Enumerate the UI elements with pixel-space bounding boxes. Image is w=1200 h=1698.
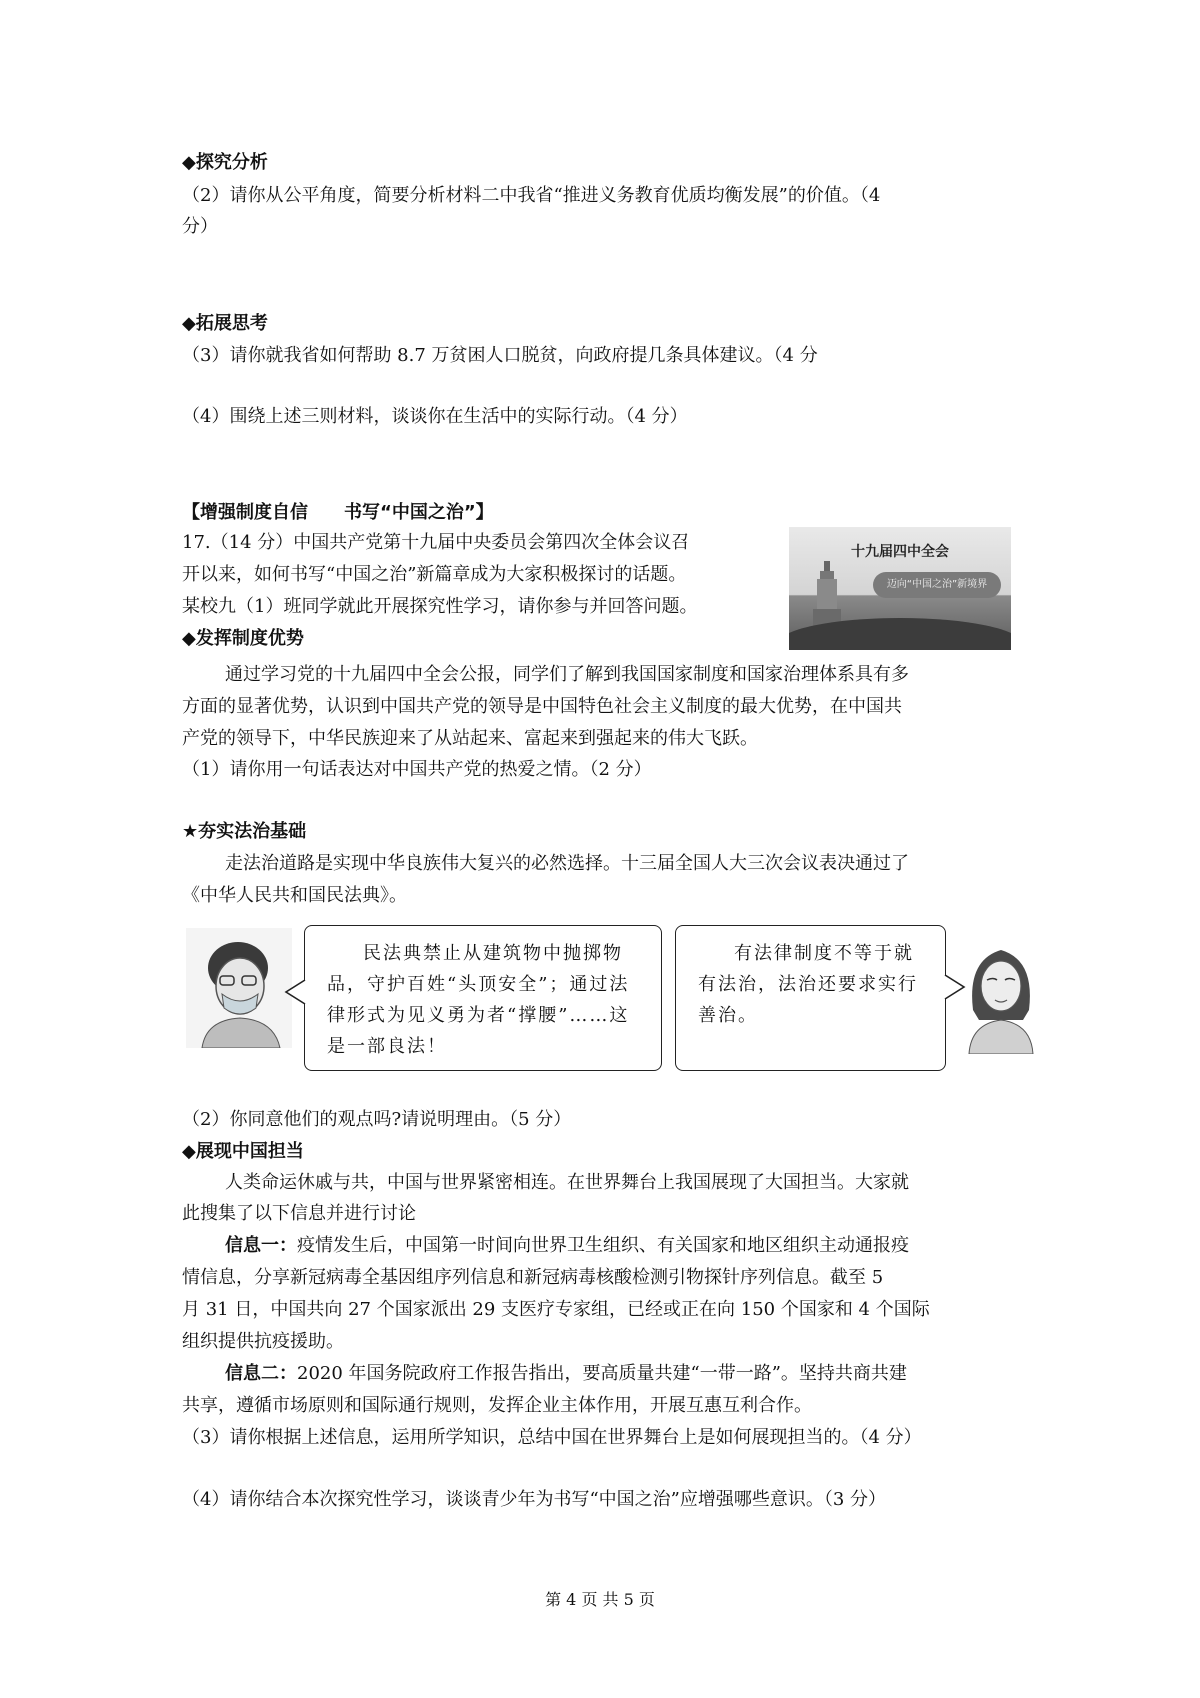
advantage-para-line1: 通过学习党的十九届四中全会公报，同学们了解到我国国家制度和国家治理体系具有多 (225, 664, 909, 685)
advantage-question-1: （1）请你用一句话表达对中国共产党的热爱之情。（2 分） (182, 759, 652, 780)
responsibility-para-line2: 此搜集了以下信息并进行讨论 (182, 1203, 416, 1224)
q17-intro-line1: 17.（14 分）中国共产党第十九届中央委员会第四次全体会议召 (182, 532, 690, 553)
question-3: （3）请你就我省如何帮助 8.7 万贫困人口脱贫，向政府提几条具体建议。（4 分 (182, 345, 818, 366)
heading-advantage: ◆发挥制度优势 (182, 628, 304, 649)
girl-avatar-icon (963, 940, 1039, 1054)
responsibility-question-4: （4）请你结合本次探究性学习，谈谈青少年为书写“中国之治”应增强哪些意识。（3 分） (182, 1489, 887, 1510)
info-1-label: 信息一： (225, 1235, 297, 1256)
speech-bubble-right (675, 925, 946, 1071)
topic-title: 【增强制度自信 书写“中国之治”】 (182, 502, 494, 523)
heading-explore: ◆探究分析 (182, 152, 268, 173)
heading-responsibility: ◆展现中国担当 (182, 1141, 304, 1162)
question-2-line1: （2）请你从公平角度，简要分析材料二中我省“推进义务教育优质均衡发展”的价值。（4 (182, 185, 881, 206)
q17-intro-line3: 某校九（1）班同学就此开展探究性学习，请你参与并回答问题。 (182, 596, 698, 617)
page-footer: 第 4 页 共 5 页 (545, 1590, 655, 1609)
info-2-text: 2020 年国务院政府工作报告指出，要高质量共建“一带一路”。坚持共商共建 (297, 1363, 907, 1384)
info-1-line4: 组织提供抗疫援助。 (182, 1331, 344, 1352)
info-1-text: 疫情发生后，中国第一时间向世界卫生组织、有关国家和地区组织主动通报疫 (297, 1235, 909, 1256)
law-para-line2: 《中华人民共和国民法典》。 (182, 885, 407, 906)
info-2-label: 信息二： (225, 1363, 297, 1384)
question-4: （4）围绕上述三则材料，谈谈你在生活中的实际行动。（4 分） (182, 406, 688, 427)
tower-icon (809, 557, 845, 627)
bubble-right-text: 有法律制度不等于就有法治，法治还要求实行善治。 (698, 943, 918, 1026)
advantage-para-line3: 产党的领导下，中华民族迎来了从站起来、富起来到强起来的伟大飞跃。 (182, 728, 758, 749)
law-question-2: （2）你同意他们的观点吗?请说明理由。（5 分） (182, 1109, 572, 1130)
responsibility-para-line1: 人类命运休戚与共，中国与世界紧密相连。在世界舞台上我国展现了大国担当。大家就 (225, 1172, 909, 1193)
q17-intro-line2: 开以来，如何书写“中国之治”新篇章成为大家积极探讨的话题。 (182, 564, 687, 585)
bubble-left-text: 民法典禁止从建筑物中抛掷物品，守护百姓“头顶安全”；通过法律形式为见义勇为者“撑腰”……这是一部良法！ (327, 943, 630, 1057)
bubble-left-tail (286, 980, 308, 1004)
law-para-line1: 走法治道路是实现中华良族伟大复兴的必然选择。十三届全国人大三次会议表决通过了 (225, 853, 909, 874)
info-1-line1 (225, 1233, 1032, 1259)
info-1-line2: 情信息，分享新冠病毒全基因组序列信息和新冠病毒核酸检测引物探针序列信息。截至 5 (182, 1267, 884, 1288)
heading-law: ★夯实法治基础 (182, 821, 307, 842)
boy-avatar-icon (186, 928, 292, 1048)
question-2-line2: 分） (182, 216, 218, 237)
banner-subtitle: 迈向“中国之治”新境界 (873, 572, 1001, 598)
banner-title: 十九届四中全会 (851, 544, 949, 560)
speech-bubble-left (304, 925, 662, 1071)
info-1-line3: 月 31 日，中国共向 27 个国家派出 29 支医疗专家组，已经或正在向 150 个国家和 4 个国际 (182, 1299, 930, 1320)
heading-extend: ◆拓展思考 (182, 313, 268, 334)
info-2-line2: 共享，遵循市场原则和国际通行规则，发挥企业主体作用，开展互惠互利合作。 (182, 1395, 812, 1416)
info-2-line1 (225, 1361, 1032, 1387)
advantage-para-line2: 方面的显著优势，认识到中国共产党的领导是中国特色社会主义制度的最大优势，在中国共 (182, 696, 902, 717)
bubble-right-tail (942, 975, 964, 999)
responsibility-question-3: （3）请你根据上述信息，运用所学知识，总结中国在世界舞台上是如何展现担当的。（4 分） (182, 1427, 922, 1448)
